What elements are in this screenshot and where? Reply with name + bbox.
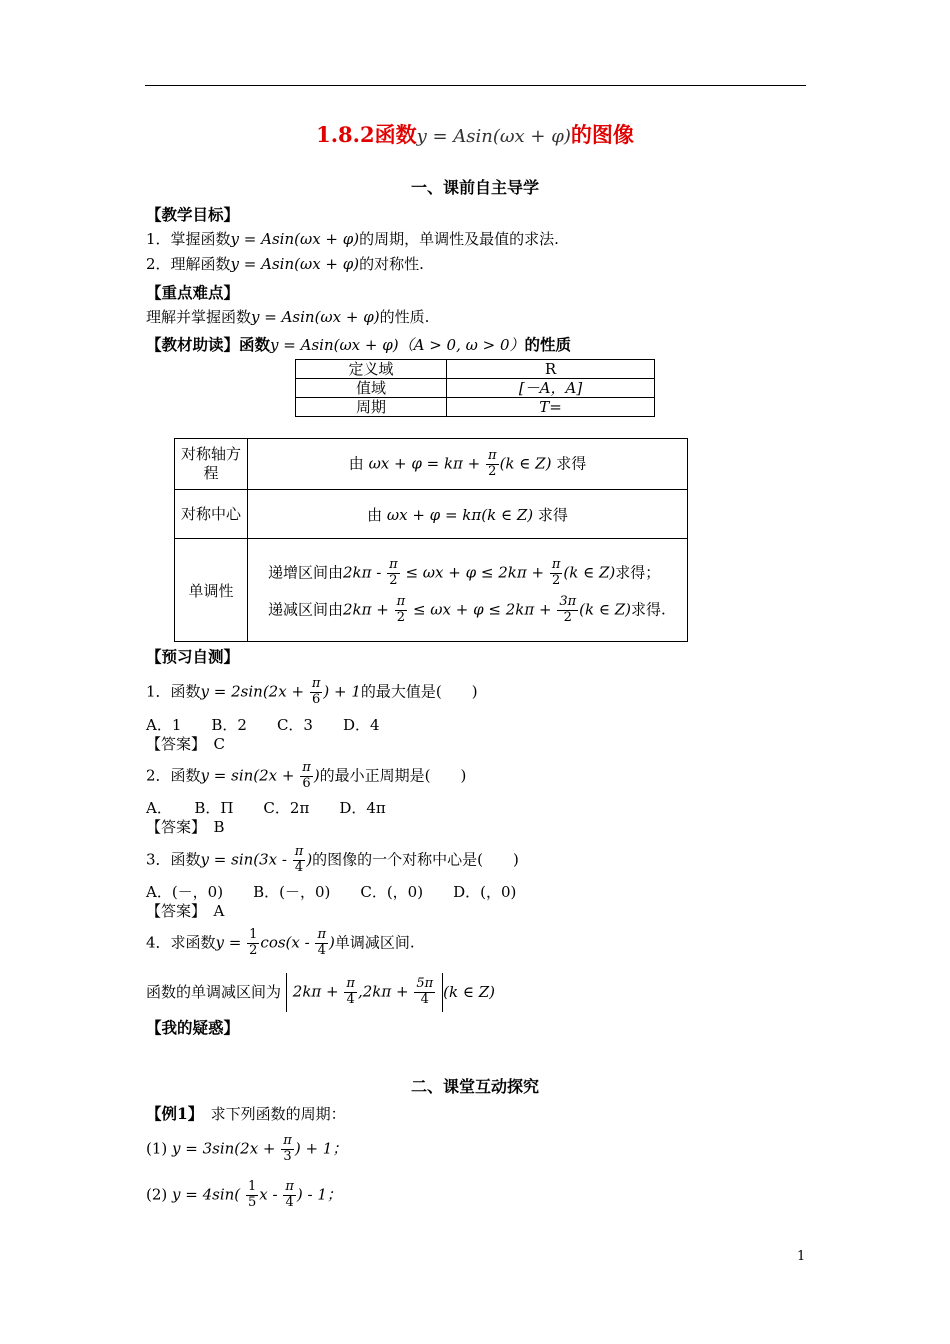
question-4: 4．求函数y = $\frac{1}{2}$ cos(x - $\frac{\pi}{4}$ )单调减区间. xyxy=(146,927,415,958)
axis-label: 对称轴方程 xyxy=(175,439,248,490)
keypoints-text: 理解并掌握函数y = Asin(ωx + φ)的性质. xyxy=(146,308,430,326)
section-heading-1: 一、课前自主导学 xyxy=(410,178,539,197)
question-3-options: A．(－，0) B．(－，0) C．(，0) D．(，0) xyxy=(146,883,517,901)
reading-line: 【教材助读】函数y = Asin(ωx + φ)（A > 0, ω > 0）的性质 xyxy=(146,335,572,354)
table-cell: 定义域 xyxy=(296,360,447,379)
example-1-part-2: (2) y = 4sin( $\frac{1}{5}$ x - $\frac{\pi}{4}$ ) - 1； xyxy=(146,1179,342,1210)
goal-item-1: 1．掌握函数y = Asin(ωx + φ)的周期，单调性及最值的求法. xyxy=(146,230,559,248)
table-row xyxy=(175,439,688,490)
table-cell: R xyxy=(447,360,655,379)
question-1-answer: 【答案】 C xyxy=(146,735,225,753)
table-row xyxy=(296,398,655,417)
question-1: 1．函数y = 2sin(2x + $\frac{\pi}{6}$ ) + 1的最大值是( ) xyxy=(146,676,478,707)
mono-label: 单调性 xyxy=(175,539,248,642)
doubts-heading: 【我的疑惑】 xyxy=(146,1018,240,1037)
table-cell: [－A，A] xyxy=(447,379,655,398)
center-label: 对称中心 xyxy=(175,490,248,539)
question-4-answer: 函数的单调减区间为 2kπ + $\frac{\pi}{4}$ ,2kπ + $\frac{5\pi}{4}$ (k ∈ Z) xyxy=(146,973,495,1012)
question-3-answer: 【答案】 A xyxy=(146,902,225,920)
table-row xyxy=(175,490,688,539)
preview-heading: 【预习自测】 xyxy=(146,647,240,666)
question-2: 2．函数y = sin(2x + $\frac{\pi}{6}$ )的最小正周期是( ) xyxy=(146,760,467,791)
axis-cell: 由 ωx + φ = kπ + $\frac{\pi}{2}$ (k ∈ Z) 求得 xyxy=(248,439,688,490)
table-row xyxy=(175,539,688,642)
increase-line: 递增区间由2kπ - $\frac{\pi}{2}$ ≤ ωx + φ ≤ 2kπ + $\frac{\pi}{2}$ (k ∈ Z)求得； xyxy=(268,557,661,589)
symmetry-table xyxy=(174,438,688,642)
mono-cell xyxy=(248,539,688,642)
top-rule xyxy=(145,85,806,86)
decrease-line: 递减区间由2kπ + $\frac{\pi}{2}$ ≤ ωx + φ ≤ 2kπ + $\frac{3\pi}{2}$ (k ∈ Z)求得. xyxy=(268,594,666,625)
table-cell: T= xyxy=(447,398,655,417)
question-2-options: A． B．Π C．2π D．4π xyxy=(146,799,386,817)
table-row xyxy=(296,379,655,398)
example-1-heading: 【例1】 求下列函数的周期： xyxy=(146,1104,346,1123)
example-1-part-1: (1) y = 3sin(2x + $\frac{\pi}{3}$ ) + 1； xyxy=(146,1133,348,1164)
goals-heading: 【教学目标】 xyxy=(146,205,240,224)
page-title: 1.8.2函数y = Asin(ωx + φ)的图像 xyxy=(316,122,634,147)
table-cell: 值域 xyxy=(296,379,447,398)
goal-item-2: 2．理解函数y = Asin(ωx + φ)的对称性. xyxy=(146,255,424,273)
section-heading-2: 二、课堂互动探究 xyxy=(410,1077,539,1096)
question-1-options: A．1 B．2 C．3 D．4 xyxy=(146,716,380,734)
table-row xyxy=(296,360,655,379)
table-cell: 周期 xyxy=(296,398,447,417)
center-cell: 由 ωx + φ = kπ(k ∈ Z) 求得 xyxy=(248,490,688,539)
keypoints-heading: 【重点难点】 xyxy=(146,283,240,302)
page-number: 1 xyxy=(797,1249,806,1264)
question-2-answer: 【答案】 B xyxy=(146,818,225,836)
properties-table xyxy=(295,359,655,417)
question-3: 3．函数y = sin(3x - $\frac{\pi}{4}$ )的图像的一个对称中心是( ) xyxy=(146,844,519,875)
